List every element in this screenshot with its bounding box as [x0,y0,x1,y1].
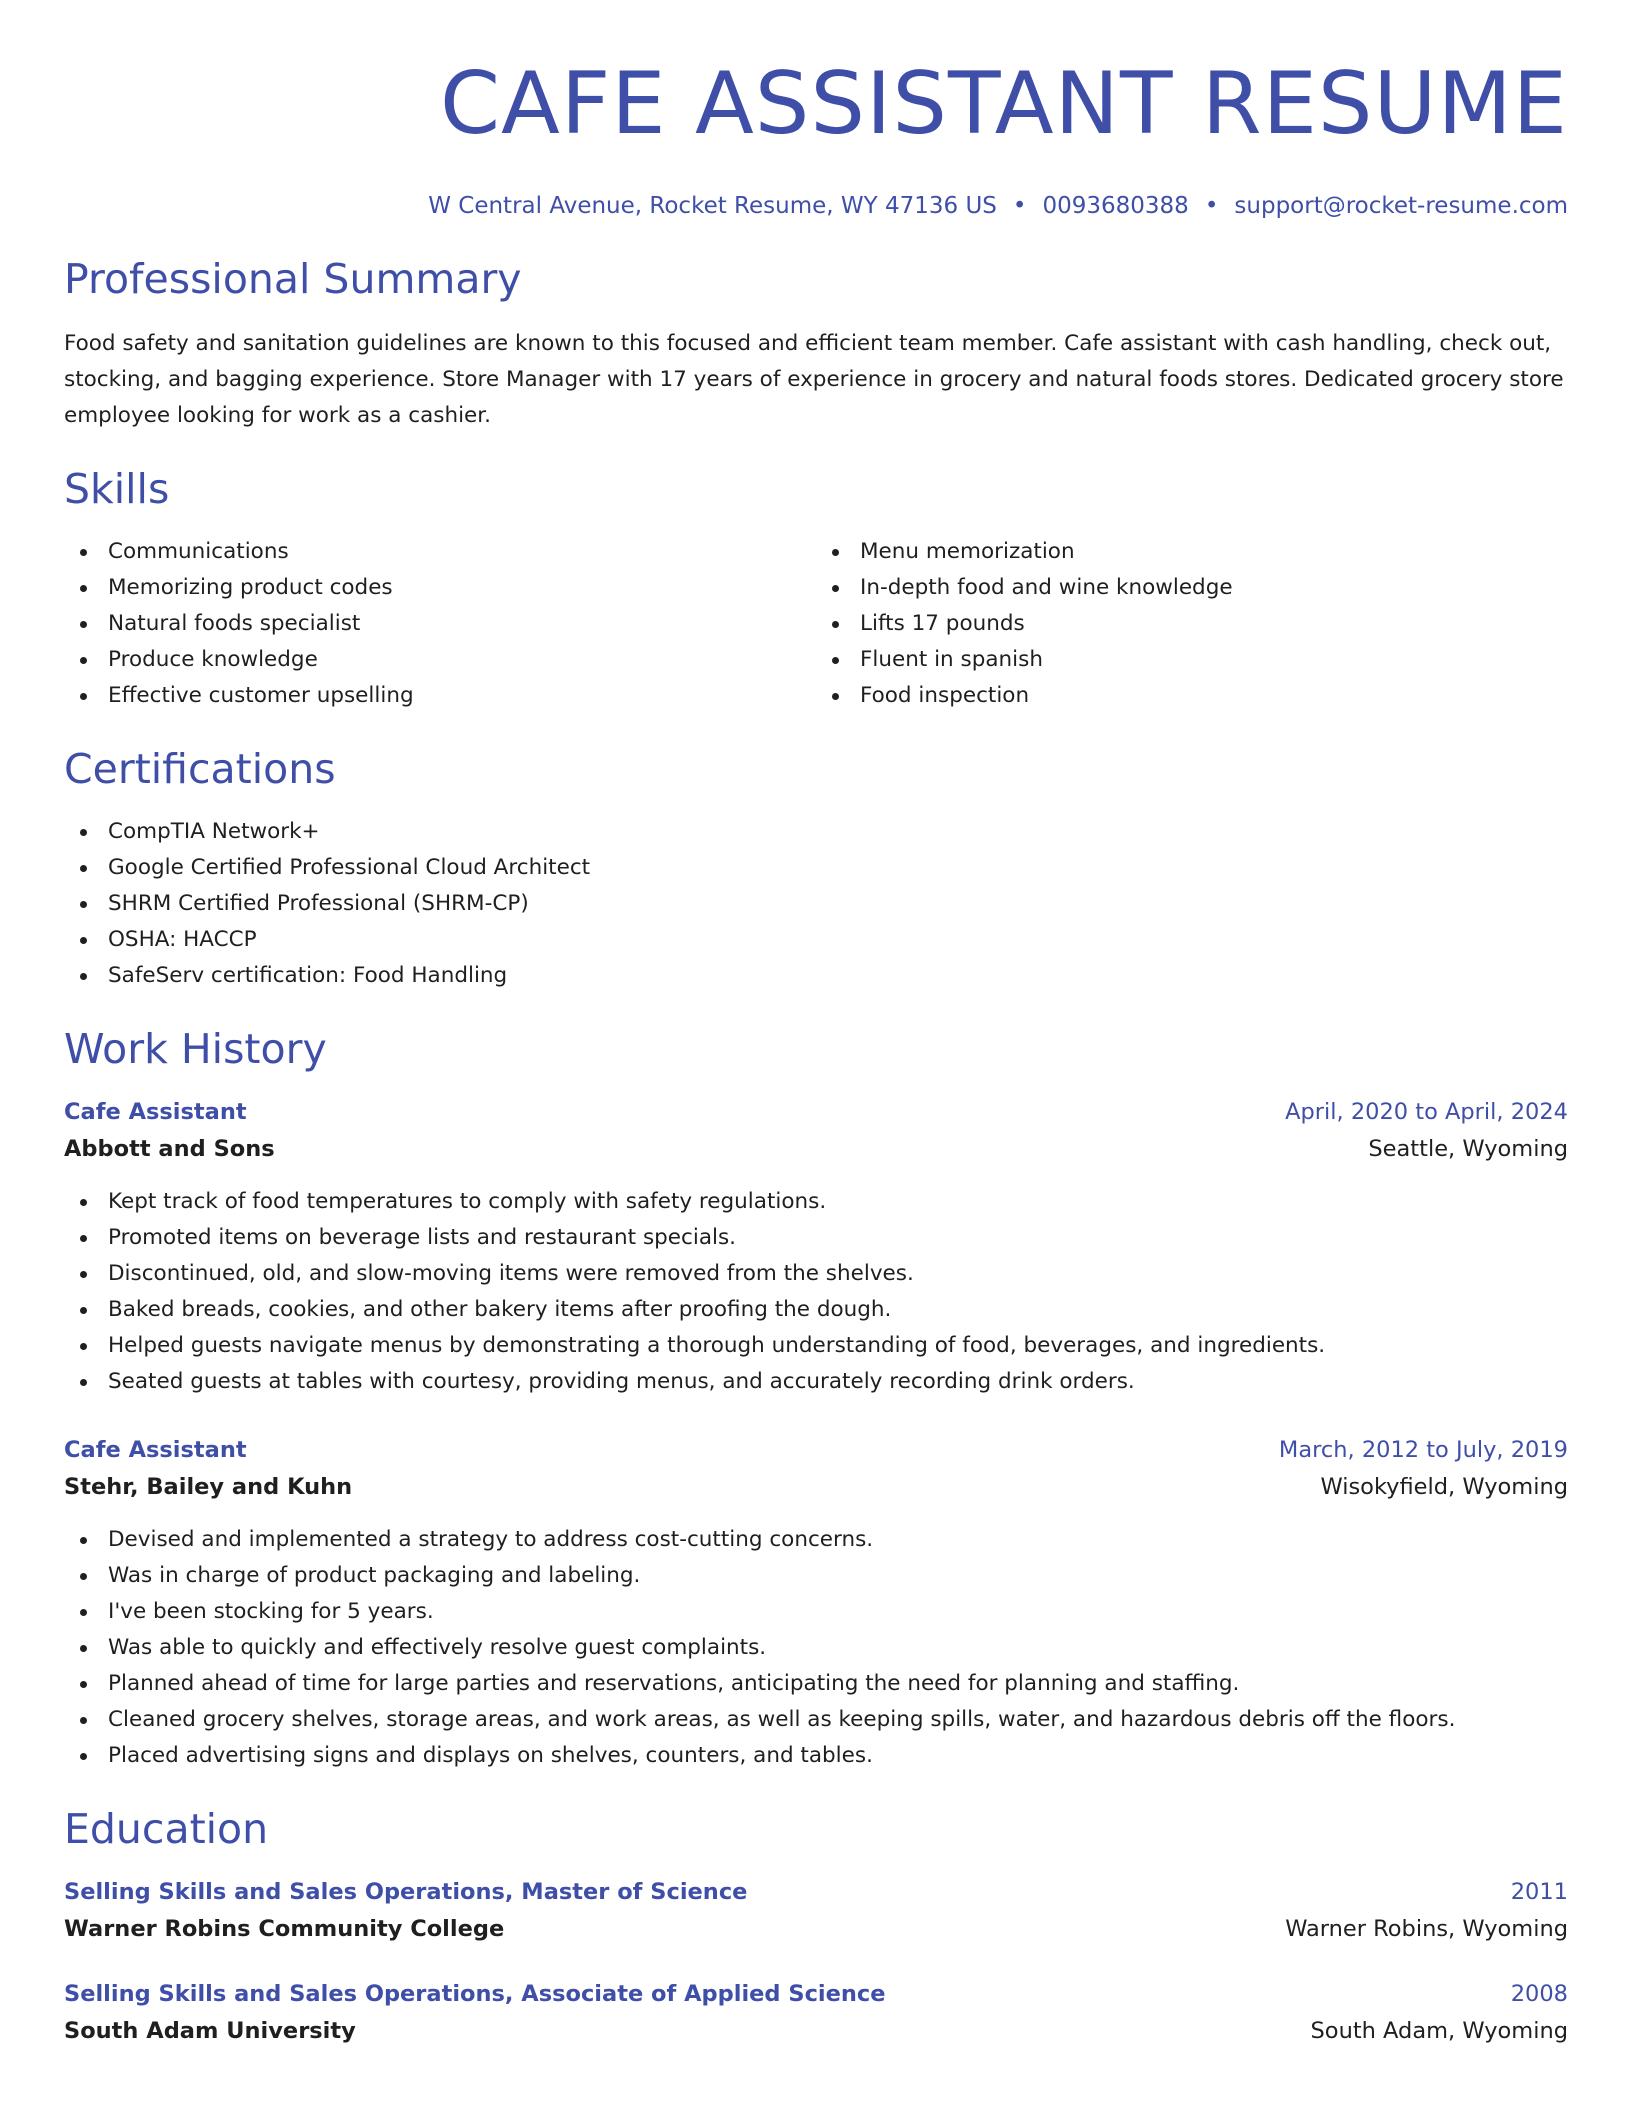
work-history-section [64,1024,1568,1774]
job-company-row [64,1468,1568,1506]
education-school: South Adam University [64,2018,356,2044]
contact-line [64,190,1568,222]
list-item: Natural foods specialist [64,606,816,642]
list-item: Food inspection [816,678,1568,714]
list-item: Produce knowledge [64,642,816,678]
job-dates: March, 2012 to July, 2019 [1278,1437,1568,1463]
job-title: Cafe Assistant [64,1099,247,1125]
list-item: Fluent in spanish [816,642,1568,678]
certifications-heading: Certifications [64,745,336,793]
list-item: Cleaned grocery shelves, storage areas, and work areas, as well as keeping spills, water, and hazardous debris off the floors. [64,1702,1568,1738]
education-entry [64,1976,1568,2050]
job-location: Wisokyfield, Wyoming [1320,1474,1568,1500]
skills-column-right [816,534,1568,714]
contact-separator: • [1012,193,1027,219]
list-item: Placed advertising signs and displays on shelves, counters, and tables. [64,1738,1568,1774]
contact-address: W Central Avenue, Rocket Resume, WY 47136 US [428,193,997,219]
list-item: I've been stocking for 5 years. [64,1594,1568,1630]
list-item: Was in charge of product packaging and labeling. [64,1558,1568,1594]
education-location: Warner Robins, Wyoming [1285,1916,1568,1942]
page-title: CAFE ASSISTANT RESUME [439,54,1568,154]
education-school-row [64,2012,1568,2050]
education-header-row [64,1976,1568,2012]
list-item: SHRM Certified Professional (SHRM-CP) [64,886,1568,922]
certifications-section [64,744,1568,994]
job-company: Stehr, Bailey and Kuhn [64,1474,353,1500]
list-item: Promoted items on beverage lists and restaurant specials. [64,1220,1568,1256]
list-item: Kept track of food temperatures to comply with safety regulations. [64,1184,1568,1220]
education-year: 2008 [1510,1981,1568,2007]
skills-heading: Skills [64,465,170,513]
jobs-container [64,1094,1568,1774]
job-entry [64,1094,1568,1400]
summary-heading: Professional Summary [64,255,522,303]
job-dates: April, 2020 to April, 2024 [1285,1099,1568,1125]
education-degree: Selling Skills and Sales Operations, Associate of Applied Science [64,1981,886,2007]
education-year: 2011 [1510,1879,1568,1905]
job-header-row [64,1432,1568,1468]
education-degree: Selling Skills and Sales Operations, Master of Science [64,1879,748,1905]
skills-list-left [64,534,816,714]
job-location: Seattle, Wyoming [1368,1136,1568,1162]
list-item: Helped guests navigate menus by demonstrating a thorough understanding of food, beverages, and ingredients. [64,1328,1568,1364]
list-item: Baked breads, cookies, and other bakery items after proofing the dough. [64,1292,1568,1328]
skills-column-left [64,534,816,714]
job-company-row [64,1130,1568,1168]
education-header-row [64,1874,1568,1910]
list-item: CompTIA Network+ [64,814,1568,850]
list-item: Memorizing product codes [64,570,816,606]
skills-list-right [816,534,1568,714]
summary-section [64,254,1568,434]
skills-section [64,464,1568,714]
list-item: Was able to quickly and effectively resolve guest complaints. [64,1630,1568,1666]
education-entry [64,1874,1568,1948]
education-section [64,1804,1568,2050]
list-item: Seated guests at tables with courtesy, providing menus, and accurately recording drink orders. [64,1364,1568,1400]
job-title: Cafe Assistant [64,1437,247,1463]
list-item: OSHA: HACCP [64,922,1568,958]
list-item: Discontinued, old, and slow-moving items were removed from the shelves. [64,1256,1568,1292]
education-school: Warner Robins Community College [64,1916,505,1942]
education-container [64,1874,1568,2050]
list-item: Devised and implemented a strategy to address cost-cutting concerns. [64,1522,1568,1558]
list-item: Planned ahead of time for large parties and reservations, anticipating the need for planning and staffing. [64,1666,1568,1702]
certifications-list [64,814,1568,994]
education-location: South Adam, Wyoming [1310,2018,1568,2044]
job-header-row [64,1094,1568,1130]
work-history-heading: Work History [64,1025,327,1073]
list-item: Google Certified Professional Cloud Architect [64,850,1568,886]
job-company: Abbott and Sons [64,1136,275,1162]
list-item: SafeServ certification: Food Handling [64,958,1568,994]
contact-email: support@rocket-resume.com [1234,193,1568,219]
education-heading: Education [64,1805,269,1853]
list-item: Lifts 17 pounds [816,606,1568,642]
list-item: Effective customer upselling [64,678,816,714]
list-item: Menu memorization [816,534,1568,570]
skills-grid [64,534,1568,714]
contact-phone: 0093680388 [1042,193,1189,219]
list-item: In-depth food and wine knowledge [816,570,1568,606]
job-duties-list [64,1522,1568,1774]
summary-text: Food safety and sanitation guidelines are known to this focused and efficient team member. Cafe assistant with cash handling, check out, stocking, and bagging experience. Store Manager with 17 years of experience in grocery and natural foods stores. Dedicated grocery store employee looking for work as a cashier. [64,331,1564,428]
contact-separator: • [1204,193,1219,219]
job-duties-list [64,1184,1568,1400]
list-item: Communications [64,534,816,570]
job-entry [64,1432,1568,1774]
education-school-row [64,1910,1568,1948]
